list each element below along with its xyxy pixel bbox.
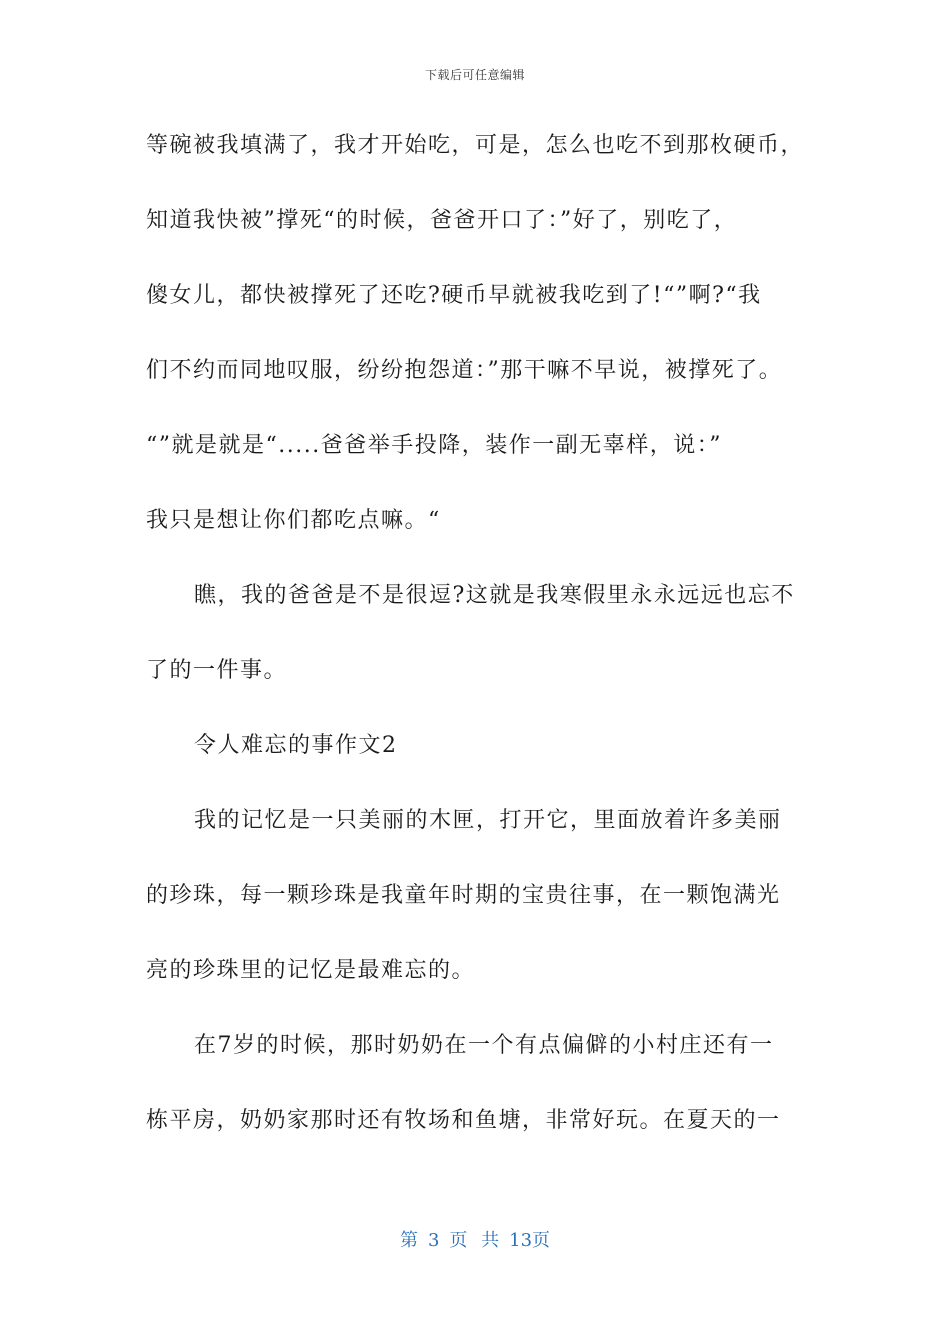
total-pages: 13页	[509, 1230, 551, 1251]
footer-prefix: 第	[399, 1230, 418, 1251]
header-note: 下载后可任意编辑	[424, 68, 525, 82]
section-heading: 令人难忘的事作文2	[194, 733, 398, 758]
page-number-footer	[0, 1226, 950, 1252]
text-line: “”就是就是“.....爸爸举手投降，装作一副无辜样，说：”	[146, 433, 722, 458]
text-line: 知道我快被”撑死“的时候，爸爸开口了：”好了，别吃了，	[146, 208, 738, 233]
text-line: 们不约而同地叹服，纷纷抱怨道：”那干嘛不早说，被撑死了。	[146, 358, 783, 383]
text-line: 我只是想让你们都吃点嘛。“	[146, 508, 441, 533]
footer-middle: 页 共	[449, 1230, 500, 1251]
text-line: 等碗被我填满了，我才开始吃，可是，怎么也吃不到那枚硬币，	[146, 133, 805, 158]
text-line: 栋平房，奶奶家那时还有牧场和鱼塘，非常好玩。在夏天的一	[146, 1108, 781, 1133]
current-page-number: 3	[427, 1230, 440, 1251]
text-line: 了的一件事。	[146, 658, 288, 683]
text-line: 傻女儿，都快被撑死了还吃?硬币早就被我吃到了!“”啊?“我	[146, 283, 762, 308]
text-line: 的珍珠，每一颗珍珠是我童年时期的宝贵往事，在一颗饱满光	[146, 883, 781, 908]
paragraph-start-line: 我的记忆是一只美丽的木匣，打开它，里面放着许多美丽	[194, 808, 782, 833]
paragraph-start-line: 瞧，我的爸爸是不是很逗?这就是我寒假里永永远远也忘不	[194, 583, 795, 608]
paragraph-start-line: 在7岁的时候，那时奶奶在一个有点偏僻的小村庄还有一	[194, 1033, 774, 1058]
document-body	[146, 124, 810, 1174]
text-line: 亮的珍珠里的记忆是最难忘的。	[146, 958, 476, 983]
